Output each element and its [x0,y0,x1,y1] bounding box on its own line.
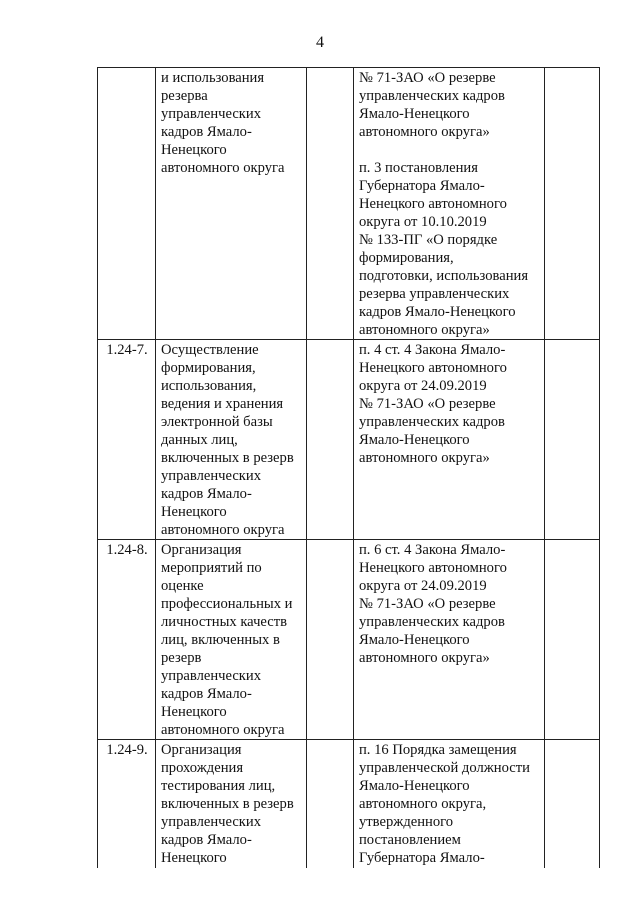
function-name-cell: и использования резерва управленческих кадров Ямало- Ненецкого автономного округа [156,68,307,340]
legal-basis-cell: п. 6 ст. 4 Закона Ямало- Ненецкого автономного округа от 24.09.2019 № 71-ЗАО «О резерве управленческих кадров Ямало-Ненецкого автономного округа» [354,540,545,740]
row-number-cell: 1.24-9. [98,740,156,869]
legal-basis-cell: п. 16 Порядка замещения управленческой должности Ямало-Ненецкого автономного округа, утвержденного постановлением Губернатора Ямало- [354,740,545,869]
function-name-cell: Организация мероприятий по оценке профессиональных и личностных качеств лиц, включенных в резерв управленческих кадров Ямало- Ненецкого автономного округа [156,540,307,740]
empty-cell [545,68,600,340]
empty-cell [545,540,600,740]
legal-basis-cell [354,68,545,340]
function-name-cell: Организация прохождения тестирования лиц, включенных в резерв управленческих кадров Ямало- Ненецкого [156,740,307,869]
empty-cell [307,340,354,540]
table-row [98,740,600,869]
function-name-cell: Осуществление формирования, использования, ведения и хранения электронной базы данных лиц, включенных в резерв управленческих кадров Ямало- Ненецкого автономного округа [156,340,307,540]
table-row [98,68,600,340]
empty-cell [545,340,600,540]
document-table [97,67,600,868]
empty-cell [307,68,354,340]
row-number-cell: 1.24-8. [98,540,156,740]
table-row [98,340,600,540]
legal-basis-text: № 71-ЗАО «О резерве управленческих кадров Ямало-Ненецкого автономного округа» [359,70,505,140]
row-number-cell: 1.24-7. [98,340,156,540]
empty-cell [307,740,354,869]
empty-cell [307,540,354,740]
legal-basis-cell: п. 4 ст. 4 Закона Ямало- Ненецкого автономного округа от 24.09.2019 № 71-ЗАО «О резерве управленческих кадров Ямало-Ненецкого автономного округа» [354,340,545,540]
page-number: 4 [316,34,324,51]
table-row [98,540,600,740]
paragraph-gap [359,141,540,159]
legal-basis-text: п. 3 постановления Губернатора Ямало- Ненецкого автономного округа от 10.10.2019 № 133-ПГ «О порядке формирования, подготовки, использования резерва управленческих кадров Ямало-Ненецкого автономного округа» [359,160,529,338]
row-number-cell [98,68,156,340]
empty-cell [545,740,600,869]
